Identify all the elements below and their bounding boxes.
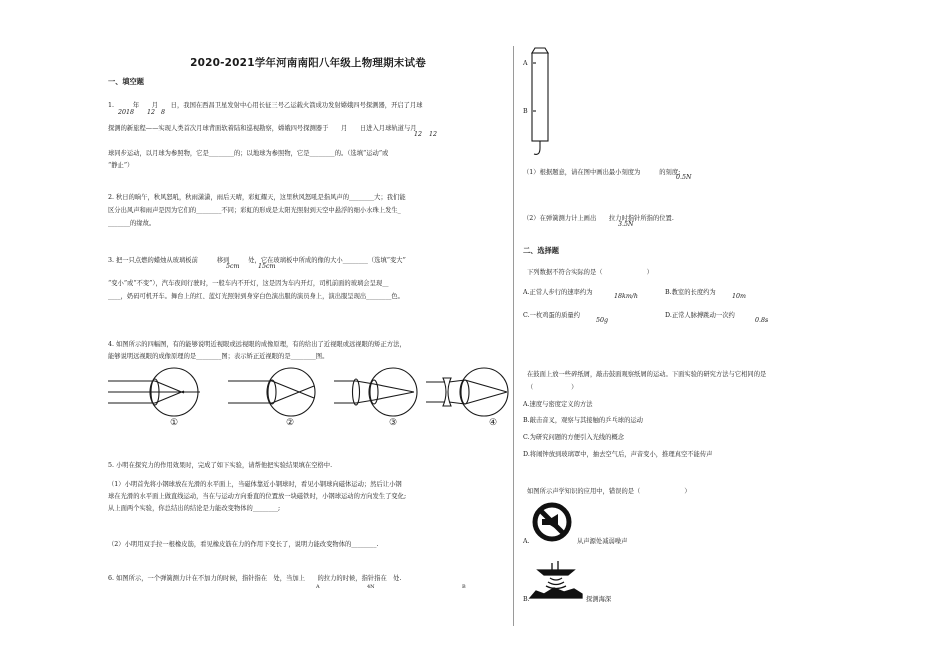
figure-label-2: ② xyxy=(286,418,295,428)
q7-option-b: B.教室的长度约为 xyxy=(665,289,716,296)
figure-label-4: ④ xyxy=(489,418,498,428)
q7-option-d: D.正常人脉搏跳动一次约 xyxy=(665,312,735,319)
q1-line1: 1. 年 月 日，我国在西昌卫星发射中心用长征三号乙运载火箭成功发射嫦娥四号探测器，开启了月球 xyxy=(108,102,423,109)
q5-line4: 从上面两个实验，你总结出的结论是力能改变物体的________; xyxy=(108,505,281,512)
q4-line1: 4. 如图所示的四幅图，有的能够说明近视眼或远视眼的成像原理，有的给出了近视眼或远视眼的矫正方法， xyxy=(108,341,406,348)
spring-label-b: B xyxy=(523,108,528,115)
q2-line2: 区分出风声和雨声是因为它们的________不同；彩虹的形成是太阳光照射到天空中悬浮的细小水珠上发生_ xyxy=(108,207,401,214)
section-choice: 二、选择题 xyxy=(523,246,559,255)
q7-option-d-value: 0.8s xyxy=(755,317,769,324)
q1-line4: “静止”） xyxy=(108,162,134,169)
q6-line1: 6. 如图所示，一个弹簧测力计在不加力的时候，指针指在 处，当加上 的拉力的时候，指针指在 处. xyxy=(108,575,402,582)
eye-diagram-3 xyxy=(334,368,417,416)
q7-option-a-value: 18km/h xyxy=(614,293,638,300)
q1-year: 2018 xyxy=(118,109,135,116)
eye-diagram-2 xyxy=(228,368,315,416)
q4-line2: 能够说明远视眼的成像原理的是________图；表示矫正近视眼的是________图。 xyxy=(108,353,329,360)
q5-line2: （1）小明首先将小钢球放在光滑的水平面上，当磁体靠近小钢球时，看见小钢球向磁体运动；然后让小钢 xyxy=(108,481,402,488)
q8-option-c: C.为研究问题的方便引入光线的概念 xyxy=(523,434,625,441)
q6-sub1-value: 0.5N xyxy=(676,174,692,181)
spring-label-a: A xyxy=(523,60,528,67)
q2-line1: 2. 秋日的晌午，秋风怒吼，秋雨潇潇，雨后天晴，彩虹耀天，这里秋风怒吼是指风声的________大；我们能 xyxy=(108,194,406,201)
column-divider xyxy=(513,46,514,626)
q8-option-d: D.将闹钟放到玻璃罩中，抽去空气后，声音变小，推理真空不能传声 xyxy=(523,451,713,458)
q5-line1: 5. 小明在探究力的作用效果时，完成了如下实验，请帮他把实验结果填在空格中. xyxy=(108,462,333,469)
q7-option-c-value: 50g xyxy=(596,317,609,324)
section-fill-blank: 一、填空题 xyxy=(108,77,144,86)
q7-stem: 下列数据不符合实际的是（ ） xyxy=(527,269,653,276)
q3-line2: “变小”或“不变”），汽车夜间行驶时，一般车内不开灯，这是因为车内开灯，司机前面的玻璃会呈现__ xyxy=(108,280,389,287)
q9-option-b-letter: B. xyxy=(523,596,530,603)
q1-line2: 探测的新旅程——实现人类首次月球背面软着陆和巡视勘察，嫦娥四号探测器于 月 日进入月球轨道与月 xyxy=(108,125,417,132)
figure-label-1: ① xyxy=(170,418,179,428)
eye-diagram-4 xyxy=(426,368,508,416)
q7-option-a: A.正常人步行的速率约为 xyxy=(523,289,593,296)
no-horn-icon xyxy=(530,502,574,542)
q6-pos-b: B xyxy=(462,584,466,590)
sonar-ship-icon xyxy=(530,558,582,598)
q1-day2: 12 xyxy=(429,131,438,138)
q5-line5: （2）小明用双手拉一根橡皮筋，看见橡皮筋在力的作用下变长了，说明力能改变物体的________. xyxy=(108,541,379,548)
figure-label-3: ③ xyxy=(389,418,398,428)
q9-option-a-letter: A. xyxy=(523,538,530,545)
q8-stem-1: 在鼓面上放一些碎纸屑，敲击鼓面观察纸屑的运动。下面实验的研究方法与它相同的是 xyxy=(527,371,767,378)
q6-force: 4N xyxy=(367,584,375,590)
q3-from: 5cm xyxy=(226,263,240,270)
q7-option-b-value: 10m xyxy=(732,293,746,300)
q5-line3: 球在光滑的水平面上做直线运动，当在与运动方向垂直的位置放一块磁铁时，小钢球运动的方向发生了变化; xyxy=(108,493,407,500)
page-title: 2020-2021学年河南南阳八年级上物理期末试卷 xyxy=(190,57,426,69)
q7-option-c: C.一枚鸡蛋的质量约 xyxy=(523,312,580,319)
q6-pos-a: A xyxy=(316,584,320,590)
eye-diagram-1 xyxy=(108,368,200,416)
q8-stem-2: （ ） xyxy=(527,384,578,391)
q9-option-a-text: 从声源处减弱噪声 xyxy=(577,538,628,545)
q8-option-a: A.速度与密度定义的方法 xyxy=(523,401,593,408)
q1-line3: 球同步运动，以月球为参照物，它是________的；以地球为参照物，它是________的。（选填“运动”或 xyxy=(108,150,389,157)
q6-sub2-value: 3.5N xyxy=(618,221,634,228)
q1-month2: 12 xyxy=(414,131,423,138)
eye-diagrams xyxy=(108,362,508,434)
q6-sub2: （2）在弹簧测力计上画出 拉力时指针所指的位置. xyxy=(523,215,674,222)
q9-option-b-text: 探测海深 xyxy=(586,596,612,603)
q1-day: 8 xyxy=(161,109,166,116)
q9-stem: 如图所示声学知识的应用中，错误的是（ ） xyxy=(527,488,691,495)
q3-to: 15cm xyxy=(258,263,276,270)
q6-sub1: （1）根据题意，请在图中画出最小刻度为 的刻度; xyxy=(523,169,681,176)
q3-line3: ____，奶码可机开车。舞台上的红、蓝灯光照射到身穿白色演出服的演员身上，演出服呈现出________色。 xyxy=(108,293,404,300)
q3-line1: 3. 把一只点燃的蜡烛从玻璃板前 移到 处，它在玻璃板中所成的像的大小________（选填“变大” xyxy=(108,257,406,264)
q2-line3: _______的缘故。 xyxy=(108,220,156,227)
q1-month: 12 xyxy=(147,109,156,116)
q8-option-b: B.敲击音叉，观察与其接触的乒乓球的运动 xyxy=(523,417,643,424)
